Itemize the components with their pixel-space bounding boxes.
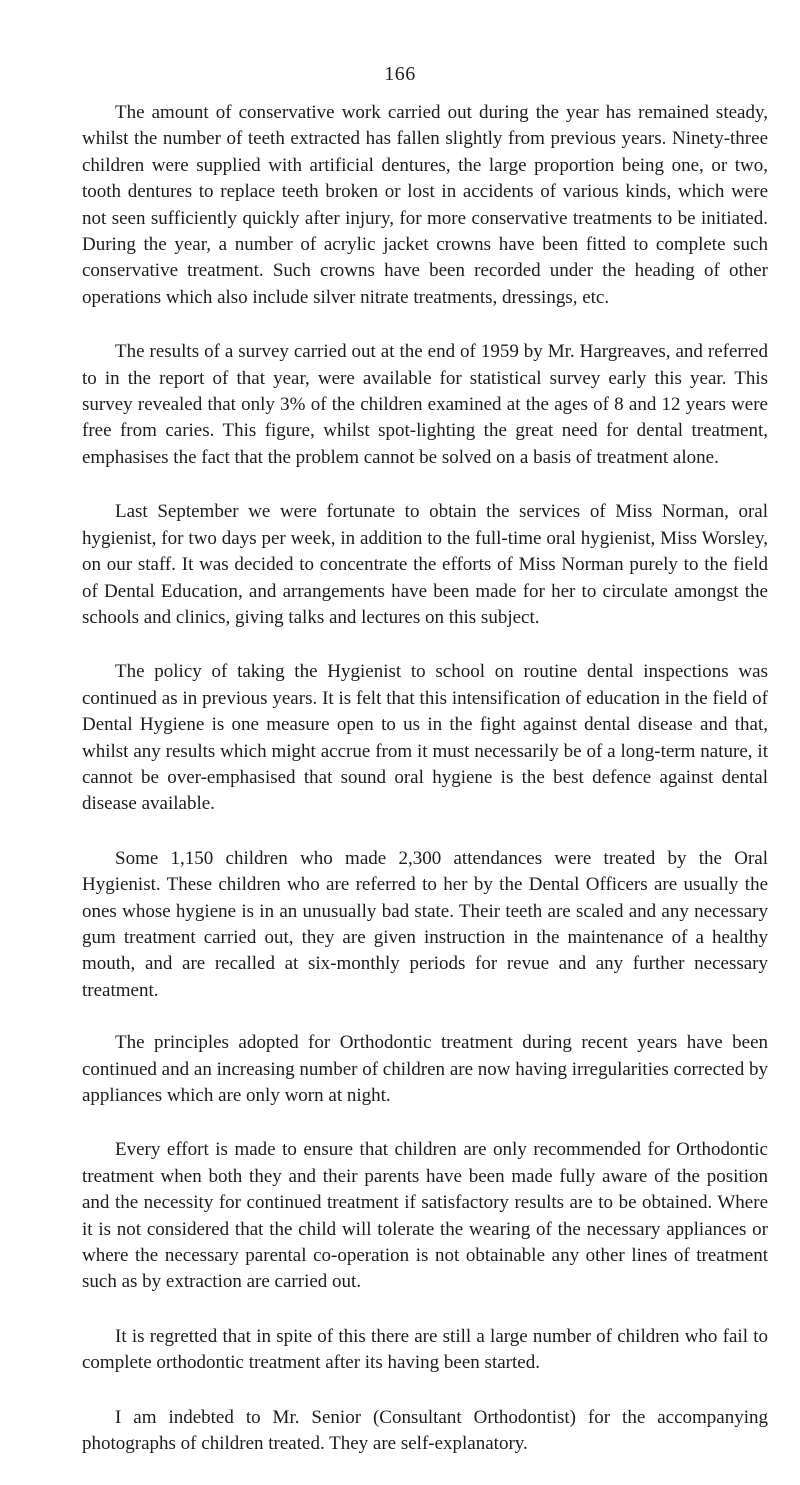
paragraph-hygienist-school-policy: The policy of taking the Hygienist to school on routine dental inspections was continued as in previous years. It is felt that this intensification of education in the field of Dental Hygiene is one measure open to us in the fight against dental disease and that, whilst any results which might accrue from it must necessarily be of a long-term nature, it cannot be over-emphasised that sound oral hygiene is the best defence against dental disease available. [82,661,768,815]
paragraph-incomplete-treatment: It is regretted that in spite of this there are still a large number of children who fail to complete orthodontic treatment after its having been started. [82,1325,768,1374]
paragraph-acknowledgement: I am indebted to Mr. Senior (Consultant Orthodontist) for the accompanying photographs of children treated. They are self-explanatory. [82,1406,768,1455]
paragraph-oral-hygienist-staff: Last September we were fortunate to obtain the services of Miss Norman, oral hygienist, for two days per week, in addition to the full-time oral hygienist, Miss Worsley, on our staff. It was decided to concentrate the efforts of Miss Norman purely to the field of Dental Education, and arrangements have been made for her to circulate amongst the schools and clinics, giving talks and lectures on this subject. [82,501,768,628]
paragraph-conservative-work: The amount of conservative work carried out during the year has remained steady, whilst the number of teeth extracted has fallen slightly from previous years. Ninety-three children were supplied with artificial dentures, the large proportion being one, or two, tooth dentures to replace teeth broken or lost in accidents of various kinds, which were not seen sufficiently quickly after injury, for more conservative treatments to be initiated. During the year, a number of acrylic jacket crowns have been fitted to complete such conservative treatment. Such crowns have been recorded under the heading of other operations which also include silver nitrate treatments, dressings, etc. [82,102,768,308]
paragraph-survey-results: The results of a survey carried out at the end of 1959 by Mr. Hargreaves, and referred to in the report of that year, were available for statistical survey early this year. This survey revealed that only 3% of the children examined at the ages of 8 and 12 years were free from caries. This figure, whilst spot-lighting the great need for dental treatment, emphasises the fact that the problem cannot be solved on a basis of treatment alone. [82,341,768,468]
paragraph-hygienist-attendances: Some 1,150 children who made 2,300 attendances were treated by the Oral Hygienist. These children who are referred to her by the Dental Officers are usually the ones whose hygiene is in an unusually bad state. Their teeth are scaled and any necessary gum treatment carried out, they are given instruction in the maintenance of a healthy mouth, and are recalled at six-monthly periods for revue and any further necessary treatment. [82,847,768,1001]
body-text [82,100,768,1485]
page-number: 166 [384,63,416,85]
paragraph-orthodontic-principles: The principles adopted for Orthodontic treatment during recent years have been continued and an increasing number of children are now having irregularities corrected by appliances which are only worn at night. [82,1032,768,1106]
paragraph-orthodontic-recommendation: Every effort is made to ensure that children are only recommended for Orthodontic treatment when both they and their parents have been made fully aware of the position and the necessity for continued treatment if satisfactory results are to be obtained. Where it is not considered that the child will tolerate the wearing of the necessary appliances or where the necessary parental co-operation is not obtainable any other lines of treatment such as by extraction are carried out. [82,1139,768,1293]
